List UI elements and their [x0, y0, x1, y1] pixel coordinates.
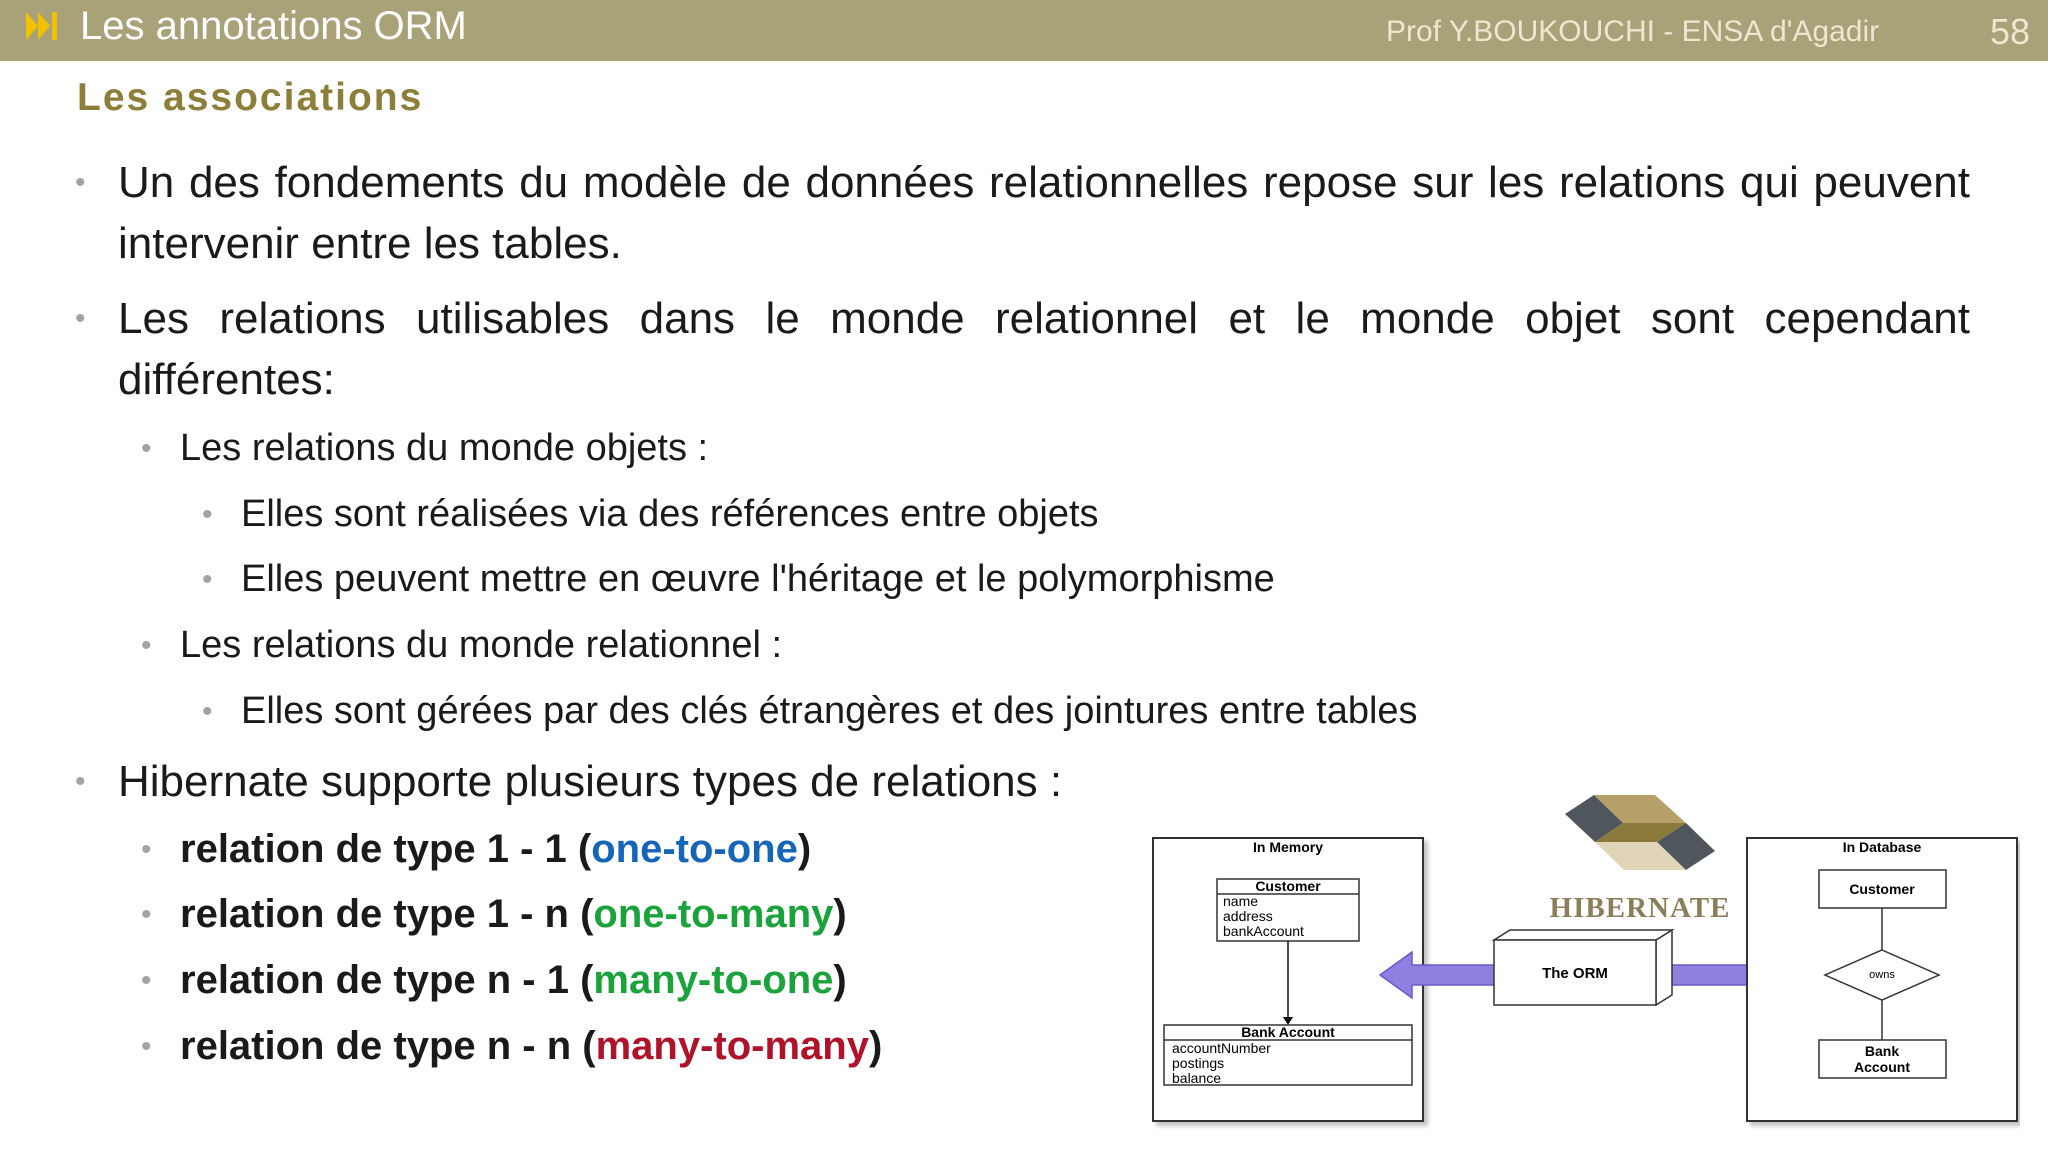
bullet-foreign-keys [202, 681, 1418, 742]
in-database-panel [1747, 838, 2017, 1121]
bullet-text: Les relations du monde objets : [180, 427, 709, 469]
bullet-object-references [202, 484, 1099, 545]
relation-suffix: ) [833, 958, 847, 1002]
bullet-relational-foundations [75, 152, 1970, 274]
bullet-relational-world [141, 615, 783, 676]
relation-suffix: ) [868, 1024, 883, 1068]
db-bank-account-label: Account [1854, 1059, 1910, 1075]
bullet-many-to-many [141, 1016, 883, 1077]
page-number: 58 [1989, 11, 2030, 52]
bullet-dot: • [202, 498, 213, 531]
customer-class [1217, 878, 1359, 941]
bank-account-field: balance [1172, 1070, 1222, 1086]
bullet-dot: • [75, 765, 86, 798]
relation-prefix: relation de type n - 1 ( [180, 958, 594, 1002]
section-subtitle: Les associations [77, 76, 424, 119]
the-orm-label: The ORM [1542, 965, 1608, 982]
bullet-hibernate-types [75, 751, 1063, 812]
bullet-dot: • [202, 695, 213, 728]
relation-suffix: ) [833, 892, 847, 936]
bullet-text: Hibernate supporte plusieurs types de relations : [118, 757, 1063, 806]
fast-forward-icon [24, 6, 68, 46]
bullet-text: Les relations du monde relationnel : [180, 624, 783, 666]
bank-account-class [1164, 1024, 1412, 1086]
relation-suffix: ) [797, 827, 812, 871]
bullet-dot: • [141, 629, 152, 662]
bullet-dot: • [141, 1030, 152, 1063]
relation-kind: many-to-many [595, 1024, 869, 1068]
author-label: Prof Y.BOUKOUCHI - ENSA d'Agadir [1386, 15, 1880, 48]
db-bank-account-label: Bank [1864, 1043, 1900, 1059]
orm-diagram [1140, 795, 2020, 1130]
customer-field: bankAccount [1223, 923, 1304, 939]
relation-prefix: relation de type 1 - n ( [180, 892, 594, 936]
bullet-many-to-one [141, 950, 847, 1011]
bullet-dot: • [75, 302, 86, 335]
bullet-one-to-many [141, 884, 847, 945]
bullet-text: Elles peuvent mettre en œuvre l'héritage et le polymorphisme [241, 558, 1275, 600]
bullet-one-to-one [141, 819, 812, 880]
bullet-dot: • [141, 833, 152, 866]
relation-prefix: relation de type n - n ( [180, 1024, 596, 1068]
bullet-object-relations [141, 418, 709, 479]
relation-prefix: relation de type 1 - 1 ( [180, 827, 592, 871]
slide-header [0, 0, 2048, 61]
bullet-inheritance [202, 549, 1275, 610]
bullet-dot: • [141, 964, 152, 997]
in-memory-title: In Memory [1252, 839, 1324, 855]
bank-account-field: postings [1172, 1055, 1225, 1071]
hibernate-logo [1550, 795, 1731, 924]
in-memory-panel [1153, 838, 1423, 1121]
bullet-dot: • [141, 898, 152, 931]
bullet-text: Les relations utilisables dans le monde relationnel et le monde objet sont cependant différentes: [118, 294, 1970, 404]
db-customer-label: Customer [1849, 881, 1915, 897]
relation-kind: one-to-one [591, 827, 798, 871]
bullet-dot: • [75, 166, 86, 199]
the-orm-box [1494, 930, 1672, 1005]
bullet-dot: • [141, 432, 152, 465]
bank-account-field: accountNumber [1172, 1040, 1271, 1056]
relation-kind: one-to-many [593, 892, 834, 936]
slide-title: Les annotations ORM [80, 4, 467, 48]
db-owns-label: owns [1869, 969, 1895, 981]
relation-kind: many-to-one [593, 958, 834, 1002]
bullet-text: Un des fondements du modèle de données relationnelles repose sur les relations qui peuvent intervenir entre les tables. [118, 158, 1970, 268]
in-database-title: In Database [1842, 839, 1922, 855]
bullet-relations-differ [75, 288, 1970, 410]
bullet-text: Elles sont réalisées via des références entre objets [241, 493, 1099, 535]
bullet-dot: • [202, 563, 213, 596]
bank-account-class-title: Bank Account [1241, 1024, 1335, 1040]
hibernate-logo-text: HIBERNATE [1549, 892, 1731, 924]
bullet-text: Elles sont gérées par des clés étrangères et des jointures entre tables [241, 690, 1418, 732]
customer-field: name [1223, 893, 1259, 909]
customer-field: address [1223, 908, 1273, 924]
customer-class-title: Customer [1255, 878, 1321, 894]
